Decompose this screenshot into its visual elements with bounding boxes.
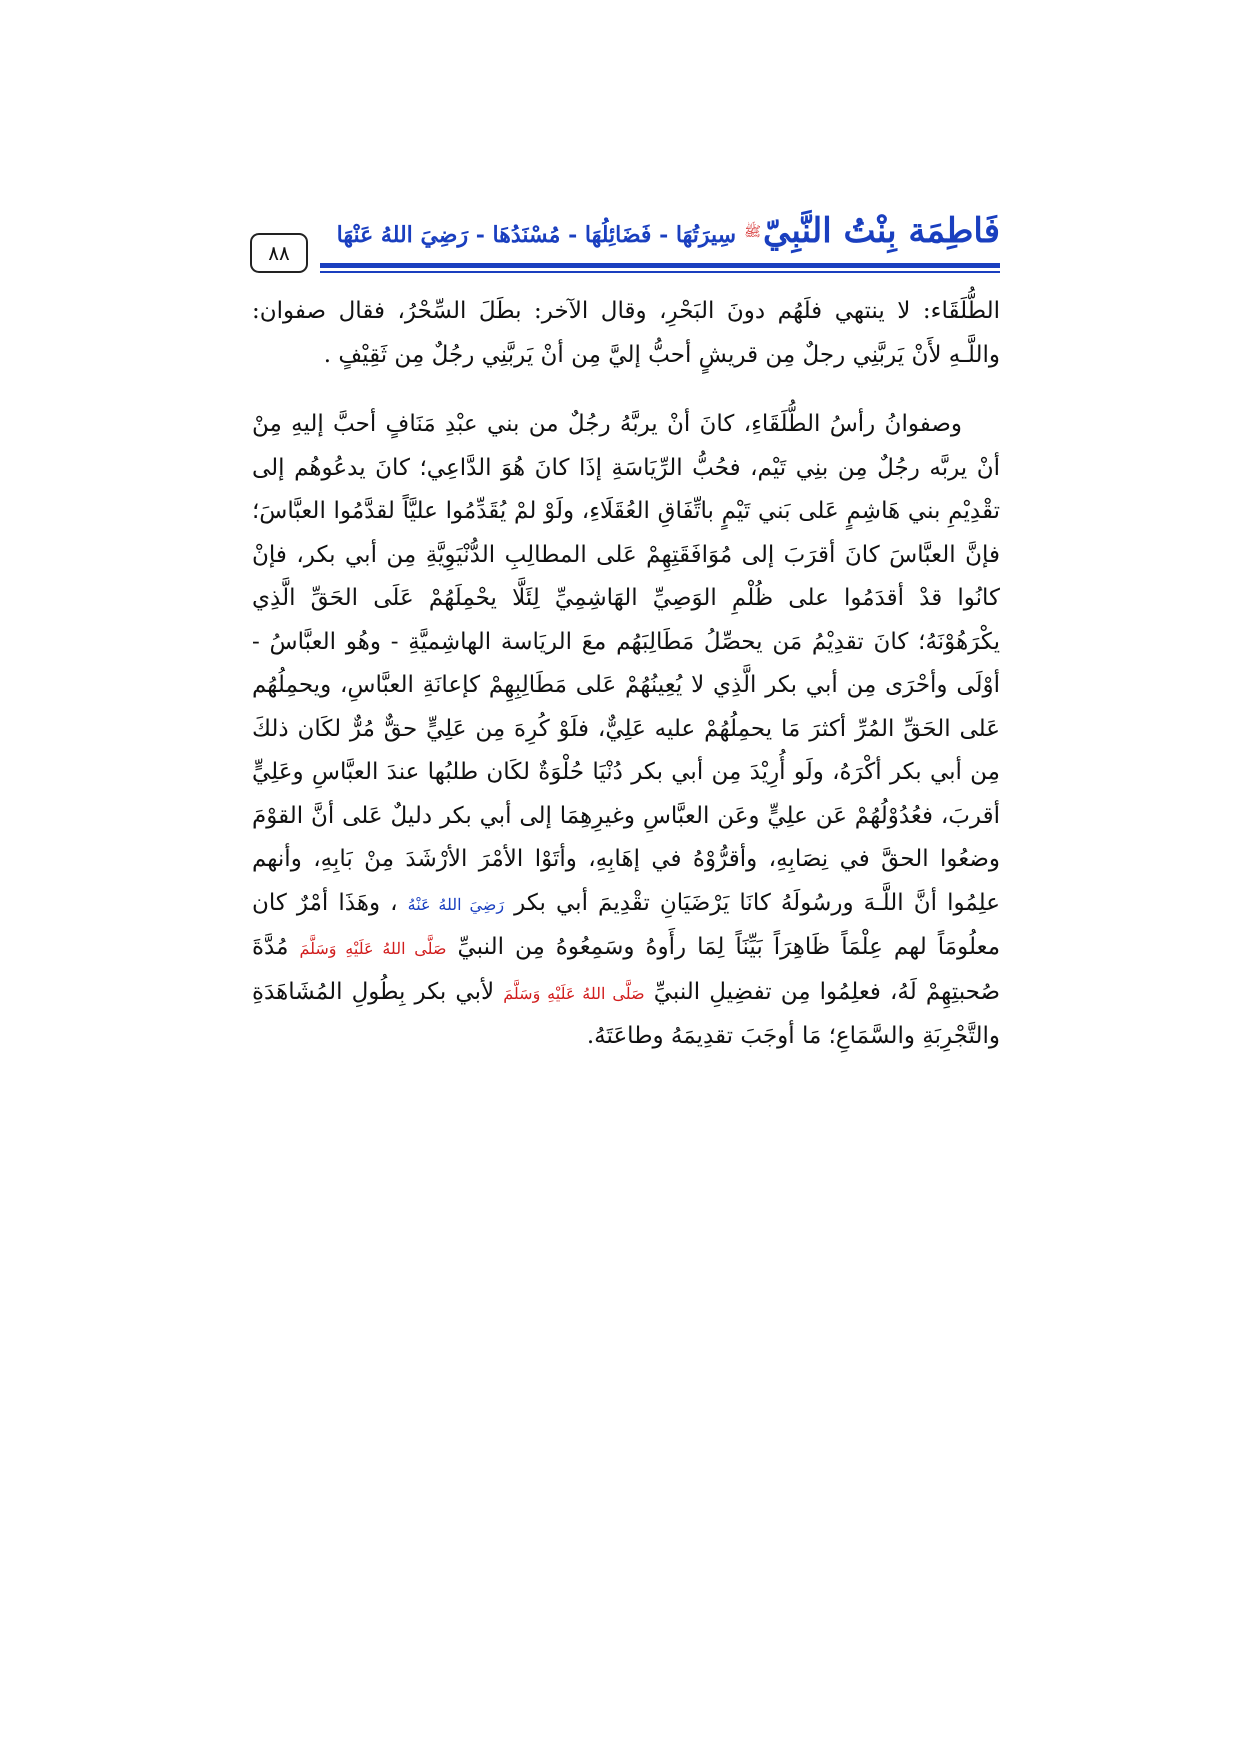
page-body (252, 290, 1000, 1059)
book-title-subtitle: سِيرَتُهَا - فَضَائِلُهَا - مُسْنَدُهَا - رَضِيَ اللهُ عَنْهَا (336, 222, 737, 248)
page-header (250, 205, 1000, 285)
paragraph-2-text-d: لأبي بكر بِطُولِ المُشَاهَدَةِ والتَّجْرِبَةِ والسَّمَاعِ؛ مَا أوجَبَ تقدِيمَهُ وطاعَتَهُ. (252, 978, 1000, 1049)
page-number: ٨٨ (250, 233, 308, 273)
honorific-salallahu-alayhi-wasallam-2: صَلَّى اللهُ عَلَيْهِ وَسَلَّمَ (503, 983, 645, 1003)
header-rule-thin (320, 271, 1000, 273)
paragraph-1: الطُّلَقَاء: لا ينتهي فلَهُم دونَ البَحْرِ، وقال الآخر: بطَلَ السِّحْرُ، فقال صفوان: واللَّـهِ لأَنْ يَربَّنِي رجلٌ مِن قريشٍ أحبُّ إليَّ مِن أنْ يَربَّنِي رجُلٌ مِن ثَقِيْفٍ . (252, 298, 1000, 368)
title-honorific: ﷺ (744, 223, 761, 240)
book-title (337, 211, 1000, 251)
book-title-main: فَاطِمَة بِنْتُ النَّبِيّ (762, 211, 1000, 251)
honorific-salallahu-alayhi-wasallam: صَلَّى اللهُ عَلَيْهِ وَسَلَّمَ (299, 939, 447, 958)
paragraph-2-text-a: وصفوانُ رأسُ الطُّلَقَاءِ، كانَ أنْ يربَّهُ رجُلٌ من بني عبْدِ مَنَافٍ أحبَّ إليهِ مِنْ أنْ يربَّه رجُلٌ مِن بنِي تَيْم، فحُبُّ الرِّيَاسَةِ إذَا كانَ هُوَ الدَّاعِي؛ كانَ يدعُوهُم إلى تقْدِيْمِ بني هَاشِمٍ عَلى بَني تَيْمٍ باتِّفَاقِ العُقَلَاءِ، ولَوْ لمْ يُقَدِّمُوا عليَّاً لقدَّمُوا العبَّاسَ؛ فإنَّ العبَّاسَ كانَ أقرَبَ إلى مُوَافَقَتِهِمْ عَلى المطالِبِ الدُّنْيَوِيَّةِ مِن أبي بكر، فإنْ كانُوا قدْ أقدَمُوا على ظُلْمِ الوَصِيِّ الهَاشِمِيِّ لِئَلَّا يحْمِلَهُمْ عَلَى الحَقِّ الَّذِي يكْرَهُوْنَهُ؛ كانَ تقدِيْمُ مَن يحصِّلُ مَطَالِبَهُم معَ الريَاسة الهاشِميَّةِ - وهُو العبَّاسُ - أوْلَى وأحْرَى مِن أبي بكر الَّذِي لا يُعِينُهُمْ عَلى مَطَالِبِهِمْ كإعانَةِ العبَّاسِ، ويحمِلُهُم عَلى الحَقِّ المُرِّ أكثرَ مَا يحمِلُهُمْ عليه عَلِيٌّ، فلَوْ كُرِهَ مِن عَلِيٍّ حقٌّ مُرٌّ لكَان ذلكَ مِن أبي بكر أكْرَهُ، ولَو أُرِيْدَ مِن أبي بكر دُنْيَا حُلْوَةٌ لكَان طلبُها عندَ العبَّاسِ وعَلِيٍّ أقربَ، فعُدُوْلُهُمْ عَن علِيٍّ وعَن العبَّاسِ وغيرِهِمَا إلى أبي بكر دليلٌ عَلى أنَّ القوْمَ وضعُوا الحقَّ في نِصَابِهِ، وأقرُّوْهُ في إهَابِهِ، وأتَوْا الأمْرَ الأرْشَدَ مِنْ بَابِهِ، وأنهم علِمُوا أنَّ اللَّـهَ ورسُولَهُ كانَا يَرْضَيَانِ تقْدِيمَ أبي بكر (252, 411, 1001, 916)
header-rule (320, 263, 1000, 268)
paragraph-2-text-c: مُدَّةَ صُحبتِهِمْ لَهُ، فعلِمُوا مِن تفضِيلِ النبيِّ (252, 934, 1001, 1005)
paragraph-2-text-b: ، وهَذَا أمْرٌ كان معلُومَاً لهم عِلْمَاً ظَاهِرَاً بَيِّنَاً لِمَا رأَوهُ وسَمِعُوهُ مِن النبيِّ (252, 889, 1001, 960)
paragraph-2 (252, 403, 1000, 1059)
honorific-radiallahu-anhu: رَضِيَ اللهُ عَنْهُ (407, 894, 505, 914)
